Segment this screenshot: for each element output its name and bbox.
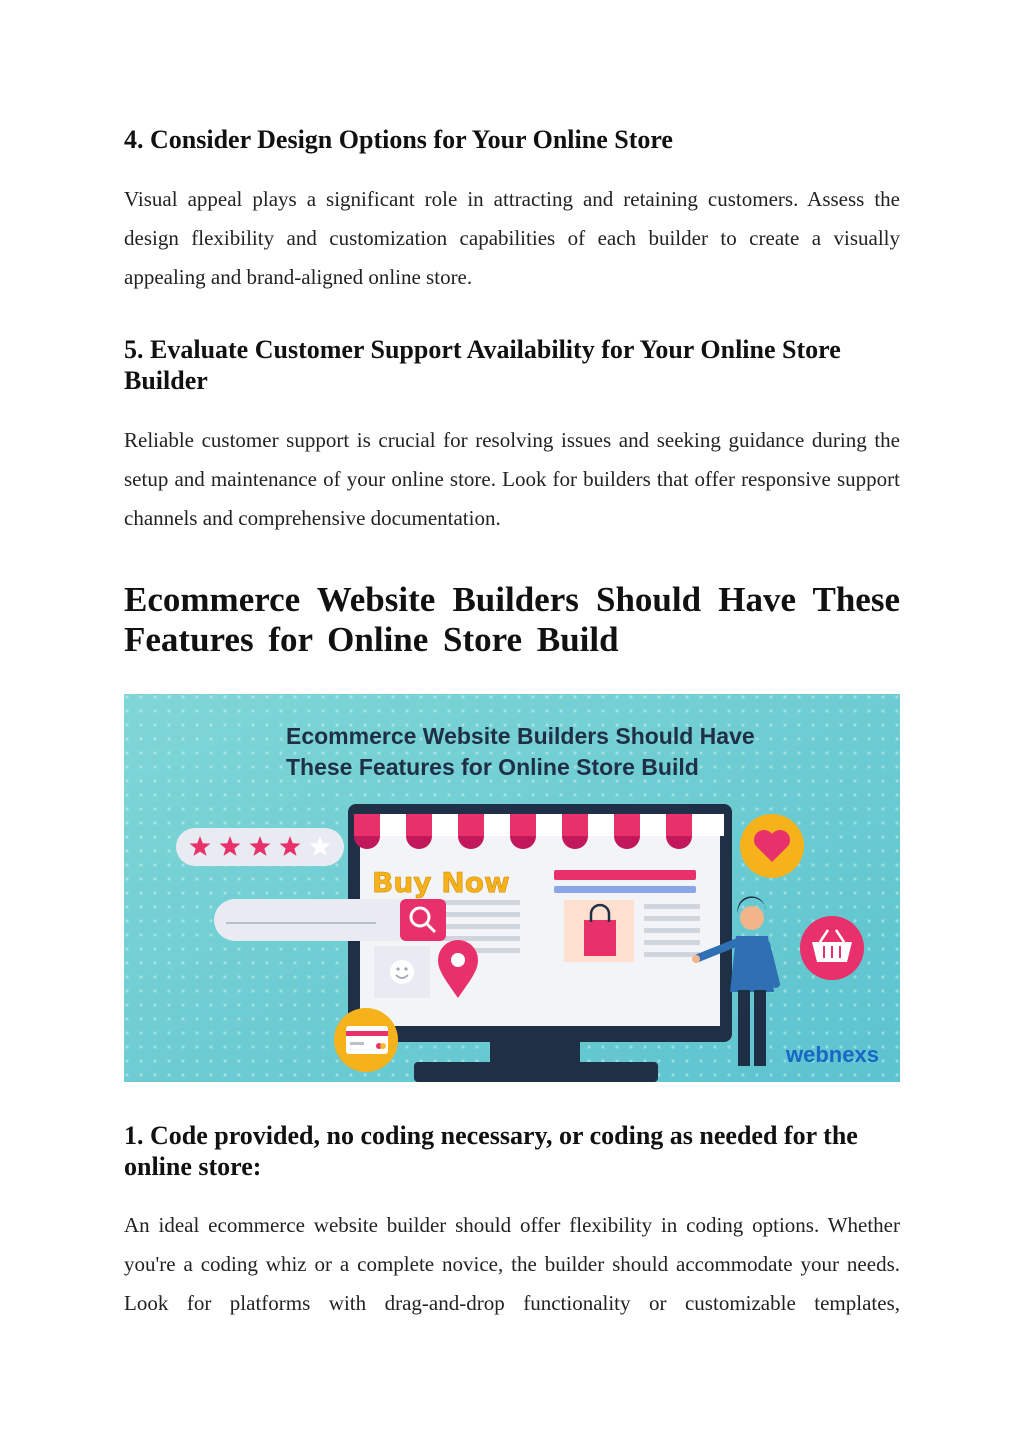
smiley-card	[374, 946, 430, 998]
section-customer-support	[124, 334, 900, 396]
section-5-heading	[124, 334, 900, 396]
section-design-options	[124, 124, 900, 155]
webnexs-logo: webnexs	[786, 1042, 879, 1067]
section-5-body-wrap	[124, 421, 900, 538]
section-4-body: Visual appeal plays a significant role in attracting and retaining customers. Assess the design flexibility and customization capabilities of each builder to create a visually appealing and brand-aligned online store.	[124, 187, 900, 289]
point-1-heading-line2: online store:	[124, 1152, 262, 1181]
shopping-bag-icon	[564, 900, 634, 962]
point-1-section	[124, 1120, 900, 1182]
search-bar[interactable]	[214, 899, 446, 941]
section-5-heading-line2: Builder	[124, 366, 208, 395]
buy-now-text: Buy Now	[372, 866, 510, 899]
point-1-heading-line1: 1. Code provided, no coding necessary, or coding as needed for the	[124, 1121, 858, 1150]
point-1-body-wrap	[124, 1206, 900, 1323]
banner-illustration	[124, 694, 900, 1082]
payment-card-icon	[334, 1008, 398, 1072]
feature-banner-image	[124, 694, 900, 1082]
banner-title-line1: Ecommerce Website Builders Should Have	[286, 723, 755, 749]
banner-title-line2: These Features for Online Store Build	[286, 754, 699, 780]
point-1-body: An ideal ecommerce website builder should offer flexibility in coding options. Whether you're a coding whiz or a complete novice, the builder should accommodate your needs. Look for platforms with drag-and-drop functionality or customizable templates,	[124, 1213, 900, 1315]
monitor-base	[414, 1062, 658, 1082]
section-5-heading-line1: 5. Evaluate Customer Support Availability for Your Online Store	[124, 335, 841, 364]
monitor-neck	[490, 1042, 580, 1064]
shopping-basket-icon	[800, 916, 864, 980]
section-5-body: Reliable customer support is crucial for resolving issues and seeking guidance during the setup and maintenance of your online store. Look for builders that offer responsive support channels and comprehensive documentation.	[124, 428, 900, 530]
features-section	[124, 580, 900, 660]
section-4-heading: 4. Consider Design Options for Your Online Store	[124, 125, 673, 154]
point-1-heading	[124, 1120, 900, 1182]
heart-icon	[740, 814, 804, 878]
features-heading: Ecommerce Website Builders Should Have These Features for Online Store Build	[124, 580, 900, 659]
section-4-body-wrap	[124, 180, 900, 297]
